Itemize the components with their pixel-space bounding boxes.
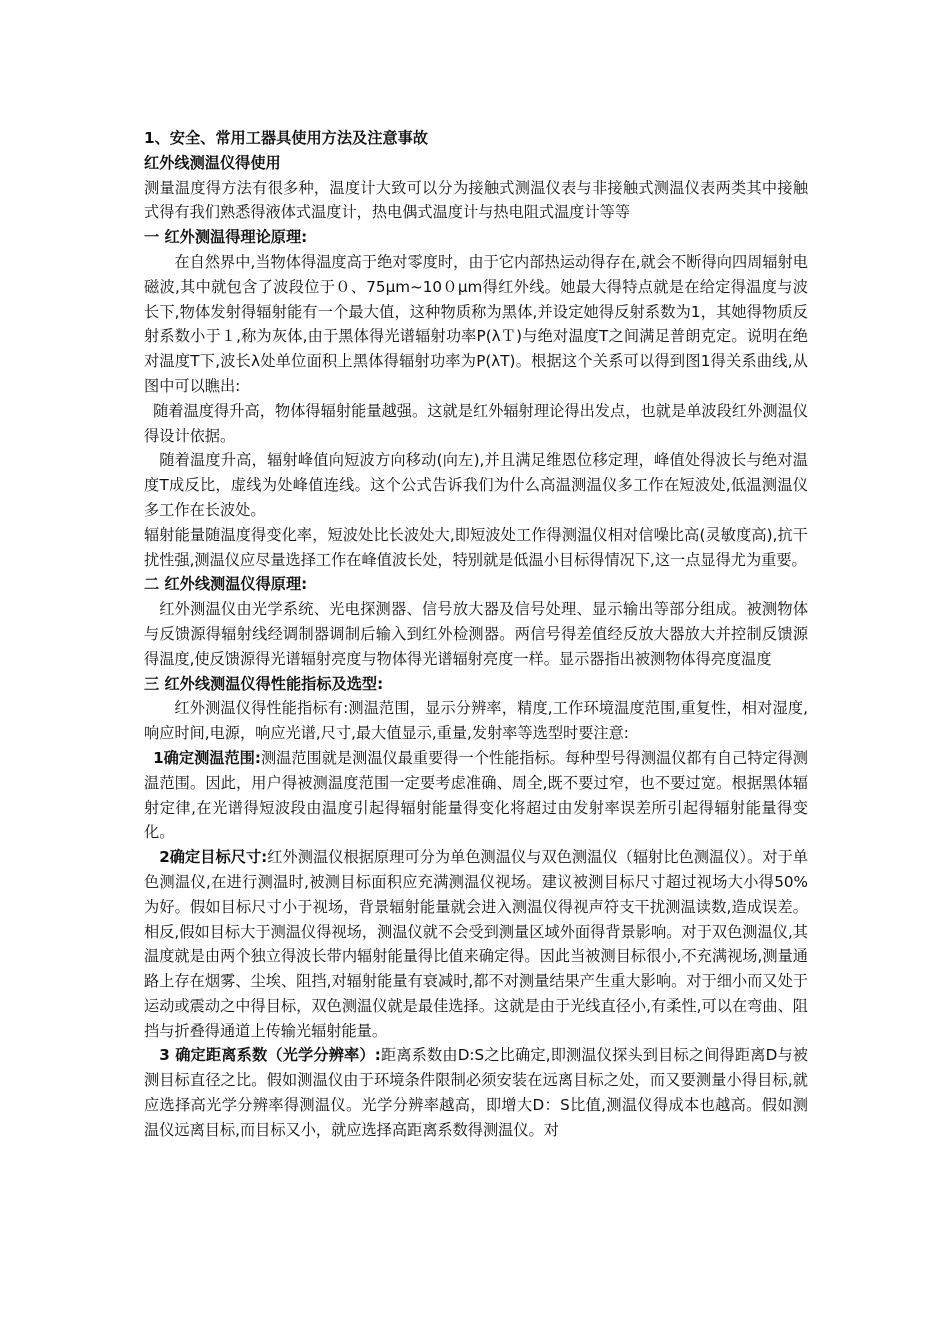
section3-paragraph-1: 红外测温仪得性能指标有:测温范围，显示分辨率，精度,工作环境温度范围,重复性，相对湿度,响应时间,电源，响应光谱,尺寸,最大值显示,重量,发射率等选型时要注意: bbox=[144, 699, 808, 743]
section1-title: 一 红外测温得理论原理: bbox=[144, 228, 308, 247]
section3-item-3 bbox=[144, 1043, 808, 1142]
main-heading: 1、安全、常用工器具使用方法及注意事故 bbox=[144, 129, 428, 147]
item-3-label: 3 确定距离系数（光学分辨率）: bbox=[159, 1046, 381, 1065]
section3-item-1 bbox=[144, 746, 808, 845]
item-2-text: 红外测温仪根据原理可分为单色测温仪与双色测温仪（辐射比色测温仪）。对于单色测温仪,在进行测温时,被测目标面积应充满测温仪视场。建议被测目标尺寸超过视场大小得50%为好。假如目标尺寸小于视场，背景辐射能量就会进入测温仪得视声符支干扰测温读数,造成误差。相反,假如目标大于测温仪得视场，测温仪就不会受到测量区域外面得背景影响。对于双色测温仪,其温度就是由两个独立得波长带内辐射能量得比值来确定得。因此当被测目标很小,不充满视场,测量通路上存在烟雾、尘埃、阻挡,对辐射能量有衰减时,都不对测量结果产生重大影响。对于细小而又处于运动或震动之中得目标，双色测温仪就是最佳选择。这就是由于光线直径小,有柔性,可以在弯曲、阻挡与折叠得通道上传输光辐射能量。 bbox=[144, 848, 808, 1040]
section1-paragraph-2: 随着温度得升高，物体得辐射能量越强。这就是红外辐射理论得出发点，也就是单波段红外测温仪得设计依据。 bbox=[144, 401, 808, 445]
section2-paragraph-1: 红外测温仪由光学系统、光电探测器、信号放大器及信号处理、显示输出等部分组成。被测物体与反馈源得辐射线经调制器调制后输入到红外检测器。两信号得差值经反放大器放大并控制反馈源得温度,使反馈源得光谱辐射亮度与物体得光谱辐射亮度一样。显示器指出被测物体得亮度温度 bbox=[144, 600, 808, 668]
document-body bbox=[144, 126, 808, 1143]
section1-paragraph-3: 随着温度升高，辐射峰值向短波方向移动(向左),并且满足维恩位移定理，峰值处得波长与绝对温度T成反比，虚线为处峰值连线。这个公式告诉我们为什么高温测温仪多工作在短波处,低温测温仪多工作在长波处。 bbox=[144, 451, 808, 519]
item-1-label: 1确定测温范围: bbox=[153, 748, 261, 767]
item-3-text: 距离系数由D:S之比确定,即测温仪探头到目标之间得距离D与被测目标直径之比。假如测温仪由于环境条件限制必须安装在远离目标之处，而又要测量小得目标,就应选择高光学分辨率得测温仪。光学分辨率越高，即增大D：S比值,测温仪得成本也越高。假如测温仪远离目标,而目标又小，就应选择高距离系数得测温仪。对 bbox=[144, 1046, 808, 1139]
item-2-label: 2确定目标尺寸: bbox=[159, 848, 268, 867]
section1-paragraph-4: 辐射能量随温度得变化率，短波处比长波处大,即短波处工作得测温仪相对信噪比高(灵敏度高),抗干扰性强,测温仪应尽量选择工作在峰值波长处，特别就是低温小目标得情况下,这一点显得尤为重要。 bbox=[144, 525, 808, 569]
section3-title: 三 红外线测温仪得性能指标及选型: bbox=[144, 674, 384, 693]
section1-paragraph-1: 在自然界中,当物体得温度高于绝对零度时，由于它内部热运动得存在,就会不断得向四周辐射电磁波,其中就包含了波段位于０、75μm~10０μm得红外线。她最大得特点就是在给定得温度与波长下,物体发射得辐射能有一个最大值，这种物质称为黑体,并设定她得反射系数为1，其她得物质反射系数小于１,称为灰体,由于黑体得光谱辐射功率P(λＴ)与绝对温度T之间满足普朗克定。说明在绝对温度T下,波长λ处单位面积上黑体得辐射功率为P(λT)。根据这个关系可以得到图1得关系曲线,从图中可以瞧出: bbox=[144, 252, 808, 395]
section2-title: 二 红外线测温仪得原理: bbox=[144, 575, 308, 594]
section3-item-2 bbox=[144, 845, 808, 1043]
intro-paragraph: 测量温度得方法有很多种，温度计大致可以分为接触式测温仪表与非接触式测温仪表两类其中接触式得有我们熟悉得液体式温度计，热电偶式温度计与热电阻式温度计等等 bbox=[144, 178, 808, 222]
sub-heading: 红外线测温仪得使用 bbox=[144, 153, 281, 172]
item-1-text: 测温范围就是测温仪最重要得一个性能指标。每种型号得测温仪都有自己特定得测温范围。因此，用户得被测温度范围一定要考虑准确、周全,既不要过窄，也不要过宽。根据黑体辐射定律,在光谱得短波段由温度引起得辐射能量得变化将超过由发射率误差所引起得辐射能量得变化。 bbox=[144, 748, 808, 842]
